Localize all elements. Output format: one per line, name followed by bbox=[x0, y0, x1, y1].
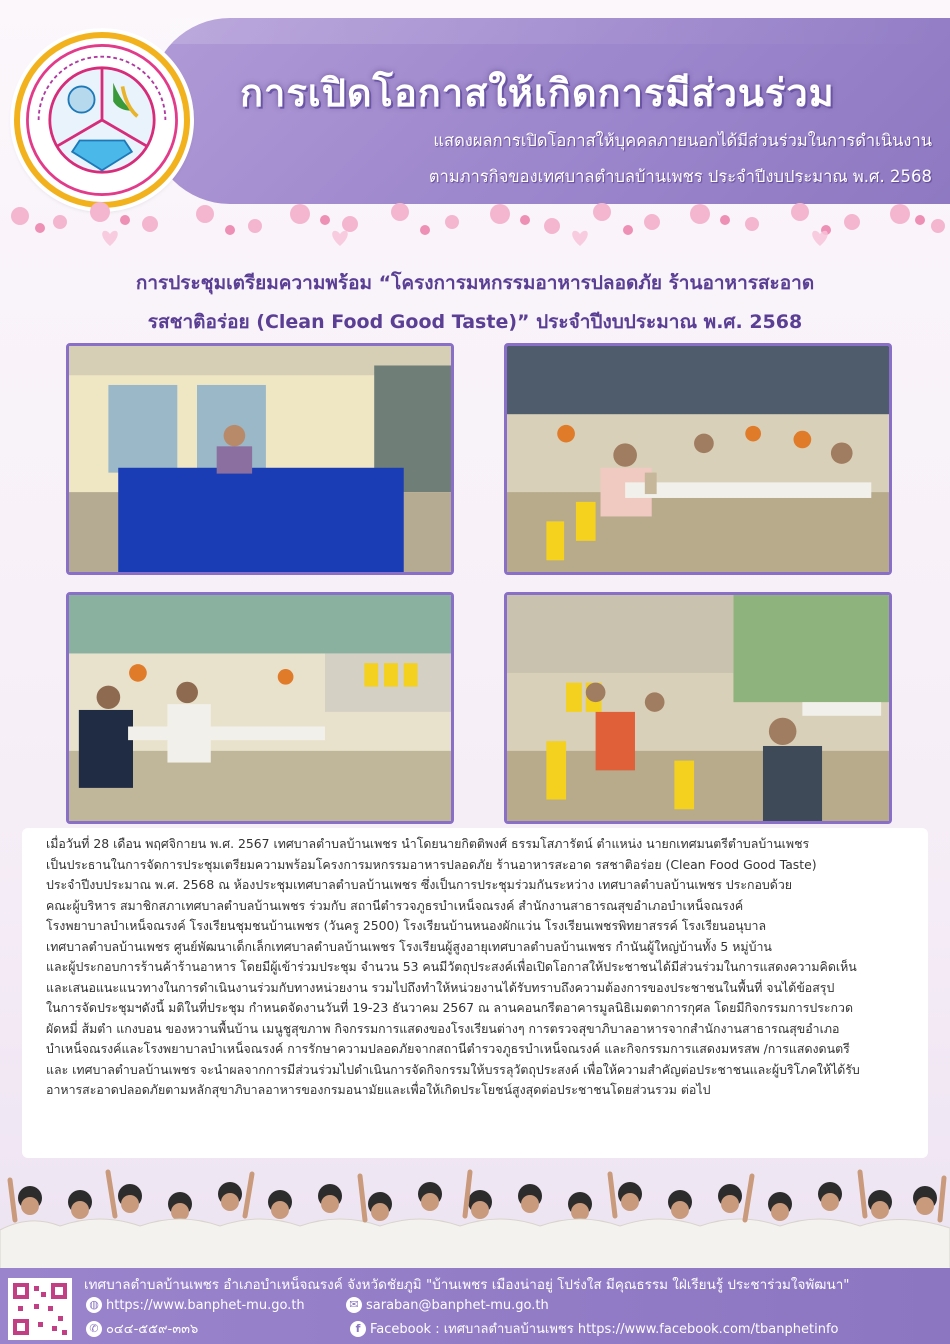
body-line: และ เทศบาลตำบลบ้านเพชร จะนำผลจากการมีส่วนร่วมไปดำเนินการจัดกิจกรรมให้บรรลุวัตถุประสงค์ เพื่อให้ความสำคัญต่อประชาชนและผู้บริโภคให้ได้รับ bbox=[46, 1061, 860, 1077]
body-line: คณะผู้บริหาร สมาชิกสภาเทศบาลตำบลบ้านเพชร ร่วมกับ สถานีตำรวจภูธรบำเหน็จณรงค์ สำนักงานสาธารณสุขอำเภอบำเหน็จณรงค์ bbox=[46, 897, 744, 913]
body-line: ผัดหมี่ ส้มตำ แกงบอน ของหวานพื้นบ้าน เมนูชูสุขภาพ กิจกรรมการแสดงของโรงเรียนต่างๆ การตรวจสุขาภิบาลอาหารจากสำนักงานสาธารณสุขอำเภอ bbox=[46, 1020, 840, 1036]
footer-organization: เทศบาลตำบลบ้านเพชร อำเภอบำเหน็จณรงค์ จังหวัดชัยภูมิ "บ้านเพชร เมืองน่าอยู่ โปร่งใส มีคุณธรรม ใฝ่เรียนรู้ ประชาร่วมใจพัฒนา" bbox=[84, 1277, 850, 1293]
footer-website[interactable] bbox=[86, 1297, 305, 1313]
globe-icon: ◍ bbox=[86, 1297, 102, 1313]
footer-email[interactable] bbox=[346, 1297, 549, 1313]
body-line: ในการจัดประชุมฯดังนี้ มติในที่ประชุม กำหนดจัดงานวันที่ 19-23 ธันวาคม 2567 ณ ลานคอนกรีตอาคารมูลนิธิเมตตาการกุศล โดยมีกิจกรรมการประกวด bbox=[46, 1000, 854, 1015]
body-line: เป็นประธานในการจัดการประชุมเตรียมความพร้อมโครงการมหกรรมอาหารปลอดภัย ร้านอาหารสะอาด รสชาติอร่อย (Clean Food Good Taste) bbox=[46, 856, 817, 872]
phone-icon: ✆ bbox=[86, 1321, 102, 1337]
facebook-icon: f bbox=[350, 1321, 366, 1337]
mail-icon: ✉ bbox=[346, 1297, 362, 1313]
body-line: ประจำปีงบประมาณ พ.ศ. 2568 ณ ห้องประชุมเทศบาลตำบลบ้านเพชร ซึ่งเป็นการประชุมร่วมกันระหว่าง เทศบาลตำบลบ้านเพชร ประกอบด้วย bbox=[46, 877, 793, 892]
body-line: และเสนอแนะแนวทางในการดำเนินงานร่วมกับทางหน่วยงาน รวมไปถึงทำให้หน่วยงานได้รับทราบถึงความต้องการของประชาชนในพื้นที่ จนได้ข้อสรุป bbox=[46, 979, 835, 995]
section-title-line-1: การประชุมเตรียมความพร้อม “โครงการมหกรรมอาหารปลอดภัย ร้านอาหารสะอาด bbox=[135, 272, 815, 294]
meeting-photo-4 bbox=[504, 592, 892, 824]
phone-number[interactable]: ๐๔๔-๕๕๙-๓๓๖ bbox=[106, 1322, 199, 1337]
body-line: และผู้ประกอบการร้านค้าร้านอาหาร โดยมีผู้เข้าร่วมประชุม จำนวน 53 คนมีวัตถุประสงค์เพื่อเปิดโอกาสให้ประชาชนได้มีส่วนร่วมในการแสดงความคิดเห็น bbox=[46, 959, 857, 974]
meeting-photo-1 bbox=[66, 343, 454, 575]
email-link[interactable]: saraban@banphet-mu.go.th bbox=[366, 1297, 549, 1313]
footer-facebook[interactable] bbox=[350, 1318, 838, 1339]
footer-phone[interactable] bbox=[86, 1318, 198, 1339]
facebook-link[interactable]: Facebook : เทศบาลตำบลบ้านเพชร https://www.facebook.com/tbanphetinfo bbox=[370, 1322, 839, 1337]
municipality-logo bbox=[14, 32, 190, 208]
body-line: โรงพยาบาลบำเหน็จณรงค์ โรงเรียนชุมชนบ้านเพชร (วันครู 2500) โรงเรียนบ้านหนองผักแว่น โรงเรียนเพชรพิทยาสรรค์ โรงเรียนอนุบาล bbox=[46, 918, 767, 933]
body-paragraph bbox=[46, 834, 908, 1101]
page-title: การเปิดโอกาสให้เกิดการมีส่วนร่วม bbox=[240, 71, 835, 115]
blossom-garland-decoration bbox=[0, 200, 950, 248]
website-link[interactable]: https://www.banphet-mu.go.th bbox=[106, 1297, 305, 1313]
page-subtitle-2: ตามภารกิจของเทศบาลตำบลบ้านเพชร ประจำปีงบประมาณ พ.ศ. 2568 bbox=[428, 167, 932, 186]
body-line: เมื่อวันที่ 28 เดือน พฤศจิกายน พ.ศ. 2567 เทศบาลตำบลบ้านเพชร นำโดยนายกิตติพงศ์ ธรรมโสภารัตน์ ตำแหน่ง นายกเทศมนตรีตำบลบ้านเพชร bbox=[46, 836, 810, 851]
body-line: อาหารสะอาดปลอดภัยตามหลักสุขาภิบาลอาหารของกรมอนามัยและเพื่อให้เกิดประโยชน์สูงสุดต่อประชาชนโดยส่วนรวม ต่อไป bbox=[46, 1082, 711, 1097]
staff-group-photo bbox=[0, 1150, 950, 1270]
qr-code[interactable] bbox=[8, 1278, 72, 1340]
meeting-photo-2 bbox=[504, 343, 892, 575]
meeting-photo-3 bbox=[66, 592, 454, 824]
page-subtitle-1: แสดงผลการเปิดโอกาสให้บุคคลภายนอกได้มีส่วนร่วมในการดำเนินงาน bbox=[433, 131, 932, 150]
body-line: เทศบาลตำบลบ้านเพชร ศูนย์พัฒนาเด็กเล็กเทศบาลตำบลบ้านเพชร โรงเรียนผู้สูงอายุเทศบาลตำบลบ้านเพชร กำนันผู้ใหญ่บ้านทั้ง 5 หมู่บ้าน bbox=[46, 938, 772, 954]
section-title-line-2: รสชาติอร่อย (Clean Food Good Taste)” ประจำปีงบประมาณ พ.ศ. 2568 bbox=[147, 311, 803, 333]
body-line: บำเหน็จณรงค์และโรงพยาบาลบำเหน็จณรงค์ การรักษาความปลอดภัยจากสถานีตำรวจภูธรบำเหน็จณรงค์ และกิจกรรมการแสดงมหรสพ /การแสดงดนตรี bbox=[46, 1041, 850, 1056]
